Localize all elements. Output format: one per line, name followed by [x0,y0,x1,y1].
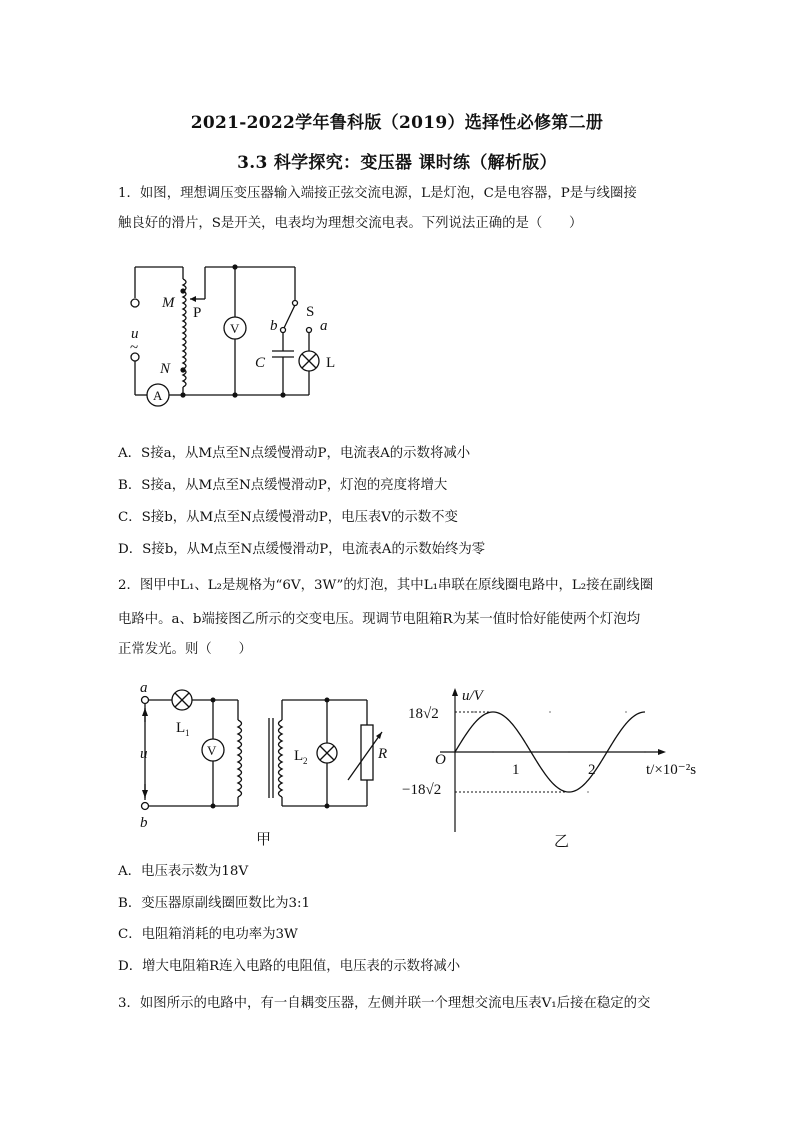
q1-label-S: S [306,304,315,320]
q2-option-c: C．电阻箱消耗的电功率为3W [118,927,298,942]
q2-voltage-waveform-chart [400,682,710,852]
q2-caption-yi: 乙 [554,834,570,850]
q2-label-r: R [378,746,388,762]
q1-option-d: D．S接b，从M点至N点缓慢滑动P，电流表A的示数始终为零 [118,542,486,557]
q2-transformer-circuit [130,680,390,850]
q1-label-M: M [162,295,175,311]
q2-option-b: B．变压器原副线圈匝数比为3:1 [118,896,311,911]
q1-option-b: B．S接a，从M点至N点缓慢滑动P，灯泡的亮度将增大 [118,478,448,493]
q1-label-tilde: ~ [130,340,139,356]
data-point [530,751,531,752]
q2-label-l2: L [294,748,304,764]
q1-ammeter-label: A [153,388,163,403]
q2-option-d: D．增大电阻箱R连入电路的电阻值，电压表的示数将减小 [118,959,461,974]
q1-stem-line1: 1．如图，理想调压变压器输入端接正弦交流电源，L是灯泡，C是电容器，P是与线圈接 [118,186,637,201]
q1-label-b: b [270,318,278,334]
q1-label-a: a [320,318,328,334]
data-point [587,791,588,792]
document-subtitle: 3.3 科学探究：变压器 课时练（解析版） [237,153,557,173]
data-point [549,711,550,712]
q1-label-u: u [131,326,139,342]
chart-origin-label: O [435,752,446,768]
data-point [606,751,607,752]
data-point [644,751,645,752]
chart-ytick-top: 18√2 [408,706,439,722]
q2-stem-line3: 正常发光。则（ ） [118,642,252,657]
q3-stem-line1: 3．如图所示的电路中，有一自耦变压器，左侧并联一个理想交流电压表V₁后接在稳定的交 [118,996,651,1011]
q2-label-a: a [140,680,148,696]
q2-label-l1: L [176,720,186,736]
q2-stem-line1: 2．图甲中L₁、L₂是规格为“6V，3W”的灯泡，其中L₁串联在原线圈电路中，L₂接在副线圈 [118,578,654,593]
data-point [473,711,474,712]
q1-label-N: N [160,361,171,377]
q1-voltmeter-label: V [230,321,240,336]
chart-x-label: t/×10⁻²s [646,762,697,778]
q2-label-l1-sub: 1 [185,728,190,738]
chart-ytick-bottom: −18√2 [402,782,442,798]
data-point [492,751,493,752]
q2-voltmeter-label: V [207,743,217,758]
data-point [625,711,626,712]
q1-label-C: C [255,355,266,371]
q2-option-a: A．电压表示数为18V [118,864,249,879]
data-point [568,751,569,752]
q2-stem-line2: 电路中。a、b端接图乙所示的交变电压。现调节电阻箱R为某一值时恰好能使两个灯泡均 [118,612,641,627]
q1-label-L: L [326,355,336,371]
data-point [454,751,455,752]
document-title: 2021-2022学年鲁科版（2019）选择性必修第二册 [190,113,604,133]
q2-label-b: b [140,815,148,831]
chart-xtick-1: 1 [512,762,520,778]
q1-option-c: C．S接b，从M点至N点缓慢滑动P，电压表V的示数不变 [118,510,458,525]
chart-xtick-2: 2 [588,762,596,778]
chart-y-label: u/V [462,688,483,704]
q1-option-a: A．S接a，从M点至N点缓慢滑动P，电流表A的示数将减小 [118,446,471,461]
q2-label-l2-sub: 2 [303,756,308,766]
q2-label-u: u [140,746,148,762]
data-point [511,791,512,792]
q2-caption-jia: 甲 [256,832,272,848]
q1-circuit-figure [120,255,360,415]
q1-stem-line2: 触良好的滑片，S是开关，电表均为理想交流电表。下列说法正确的是（ ） [118,216,583,231]
q1-label-P: P [193,305,202,321]
